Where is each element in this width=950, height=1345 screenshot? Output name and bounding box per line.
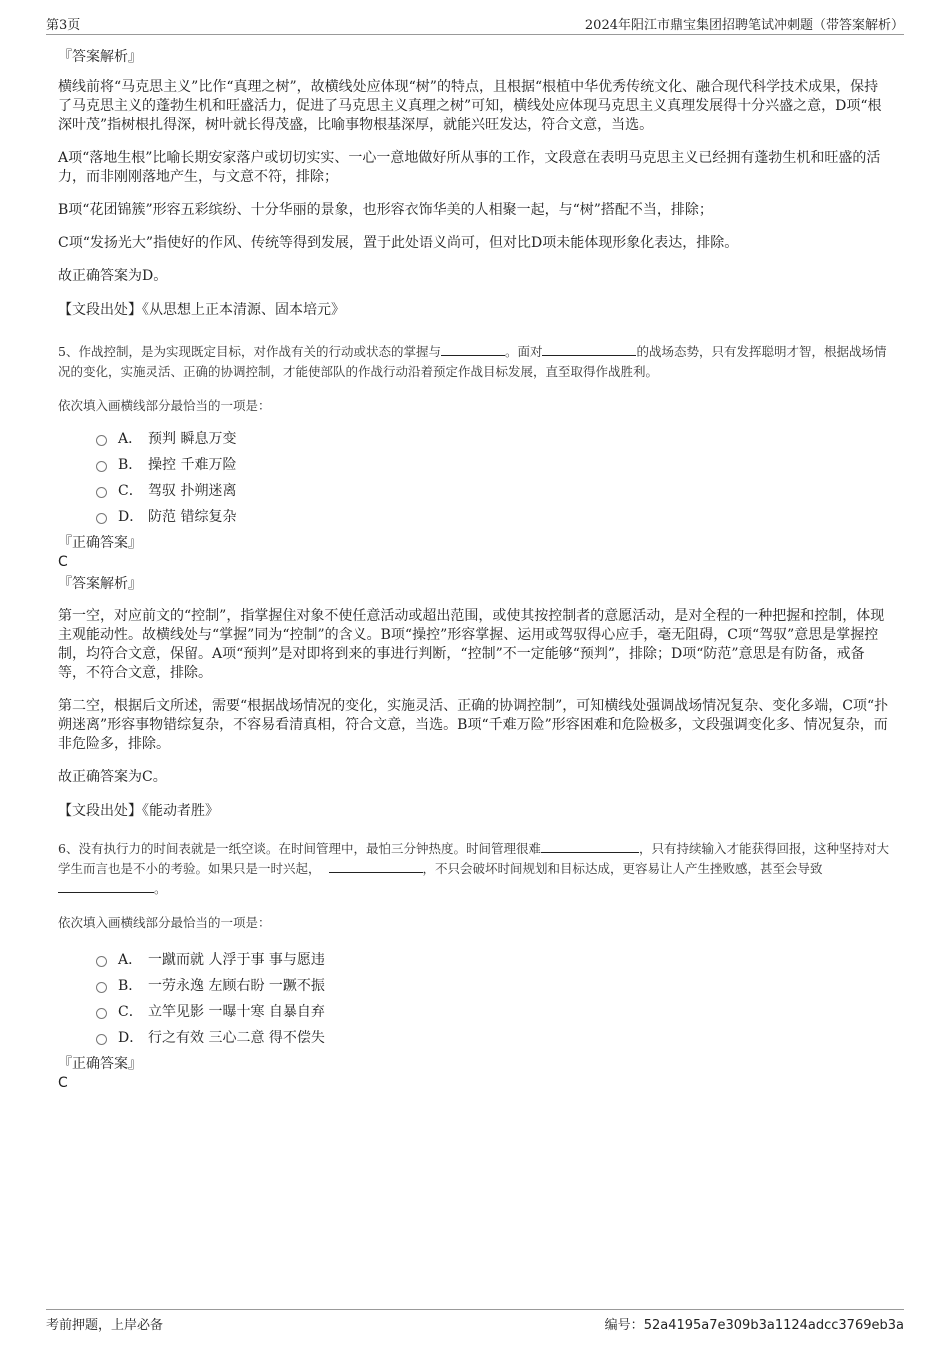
radio-button[interactable] <box>96 435 107 446</box>
radio-button[interactable] <box>96 1008 107 1019</box>
analysis-label: 『答案解析』 <box>58 576 142 592</box>
option-c[interactable]: C． 立竿见影 一曝十寒 自暴自弃 <box>96 999 892 1025</box>
document-code: 编号：52a4195a7e309b3a1124adcc3769eb3a <box>604 1318 904 1333</box>
question-6-prompt: 依次填入画横线部分最恰当的一项是： <box>58 915 271 930</box>
option-a[interactable]: A． 一蹴而就 人浮于事 事与愿违 <box>96 947 892 973</box>
footer-slogan: 考前押题，上岸必备 <box>46 1318 164 1333</box>
analysis-paragraph: 第一空，对应前文的“控制”，指掌握住对象不使任意活动或超出范围，或使其按控制者的意愿活动，是对全程的一种把握和控制，体现主观能动性。故横线处与“掌握”同为“控制”的含义。B项“操控”形容掌握、运用或驾驭得心应手，毫无阻碍，C项“驾驭”意思是掌握控制，均符合文意，保留。A项“预判”是对即将到来的事进行判断，“控制”不一定能够“预判”，排除；D项“防范”意思是有防备，戒备等，不符合文意，排除。 <box>58 608 885 681</box>
conclusion: 故正确答案为D。 <box>58 268 168 284</box>
correct-answer: C <box>58 1075 68 1091</box>
fill-blank <box>542 343 636 356</box>
page-header <box>46 14 904 35</box>
answer-label: 『正确答案』 <box>58 1056 142 1072</box>
question-5-prompt: 依次填入画横线部分最恰当的一项是： <box>58 398 271 413</box>
option-d[interactable]: D． 行之有效 三心二意 得不偿失 <box>96 1025 892 1051</box>
radio-button[interactable] <box>96 513 107 524</box>
fill-blank <box>441 343 505 356</box>
option-b[interactable]: B． 一劳永逸 左顾右盼 一蹶不振 <box>96 973 892 999</box>
analysis-label: 『答案解析』 <box>58 49 142 65</box>
correct-answer: C <box>58 554 68 570</box>
radio-button[interactable] <box>96 487 107 498</box>
document-title: 2024年阳江市鼎宝集团招聘笔试冲刺题（带答案解析） <box>584 18 904 33</box>
option-a[interactable]: A． 预判 瞬息万变 <box>96 426 892 452</box>
question-6-stem: 6、没有执行力的时间表就是一纸空谈。在时间管理中，最怕三分钟热度。时间管理很难 ，只有持续输入才能获得回报，这种坚持对大学生而言也是不小的考验。如果只是一时兴起， ，不只会破坏时间规划和目标达成，更容易让人产生挫败感，甚至会导致。 <box>58 841 889 896</box>
fill-blank <box>541 840 639 853</box>
option-d[interactable]: D． 防范 错综复杂 <box>96 504 892 530</box>
analysis-paragraph: 横线前将“马克思主义”比作“真理之树”，故横线处应体现“树”的特点，且根据“根植中华优秀传统文化、融合现代科学技术成果，保持了马克思主义的蓬勃生机和旺盛活力，促进了马克思主义真理之树”可知，横线处应体现马克思主义真理发展得十分兴盛之意，D项“根深叶茂”指树根扎得深，树叶就长得茂盛，比喻事物根基深厚，就能兴旺发达，符合文意，当选。 <box>58 79 882 133</box>
option-b[interactable]: B． 操控 千难万险 <box>96 452 892 478</box>
question-5-options <box>58 426 892 530</box>
fill-blank <box>329 860 423 873</box>
source-citation: 【文段出处】《从思想上正本清源、固本培元》 <box>58 302 345 318</box>
radio-button[interactable] <box>96 1034 107 1045</box>
question-6-options <box>58 947 892 1051</box>
page-number: 第3页 <box>46 18 81 33</box>
analysis-paragraph: 第二空，根据后文所述，需要“根据战场情况的变化，实施灵活、正确的协调控制”，可知横线处强调战场情况复杂、变化多端，C项“扑朔迷离”形容事物错综复杂，不容易看清真相，符合文意，当选。B项“千难万险”形容困难和危险极多，文段强调变化多、情况复杂，而非危险多，排除。 <box>58 698 889 752</box>
option-c[interactable]: C． 驾驭 扑朔迷离 <box>96 478 892 504</box>
source-citation: 【文段出处】《能动者胜》 <box>58 803 219 819</box>
analysis-paragraph: A项“落地生根”比喻长期安家落户或切切实实、一心一意地做好所从事的工作，文段意在表明马克思主义已经拥有蓬勃生机和旺盛的活力，而非刚刚落地产生，与文意不符，排除； <box>58 150 881 185</box>
analysis-paragraph: C项“发扬光大”指使好的作风、传统等得到发展，置于此处语义尚可，但对比D项未能体现形象化表达，排除。 <box>58 235 739 251</box>
radio-button[interactable] <box>96 956 107 967</box>
answer-label: 『正确答案』 <box>58 535 142 551</box>
page-footer <box>46 1309 904 1335</box>
question-5-stem: 5、作战控制，是为实现既定目标，对作战有关的行动或状态的掌握与 。面对 的战场态势，只有发挥聪明才智，根据战场情况的变化，实施灵活、正确的协调控制，才能使部队的作战行动沿着预定作战目标发展，直至取得作战胜利。 <box>58 344 887 379</box>
radio-button[interactable] <box>96 982 107 993</box>
fill-blank <box>58 880 154 893</box>
radio-button[interactable] <box>96 461 107 472</box>
conclusion: 故正确答案为C。 <box>58 769 167 785</box>
analysis-paragraph: B项“花团锦簇”形容五彩缤纷、十分华丽的景象，也形容衣饰华美的人相聚一起，与“树”搭配不当，排除； <box>58 202 713 218</box>
page-content <box>58 42 892 1092</box>
